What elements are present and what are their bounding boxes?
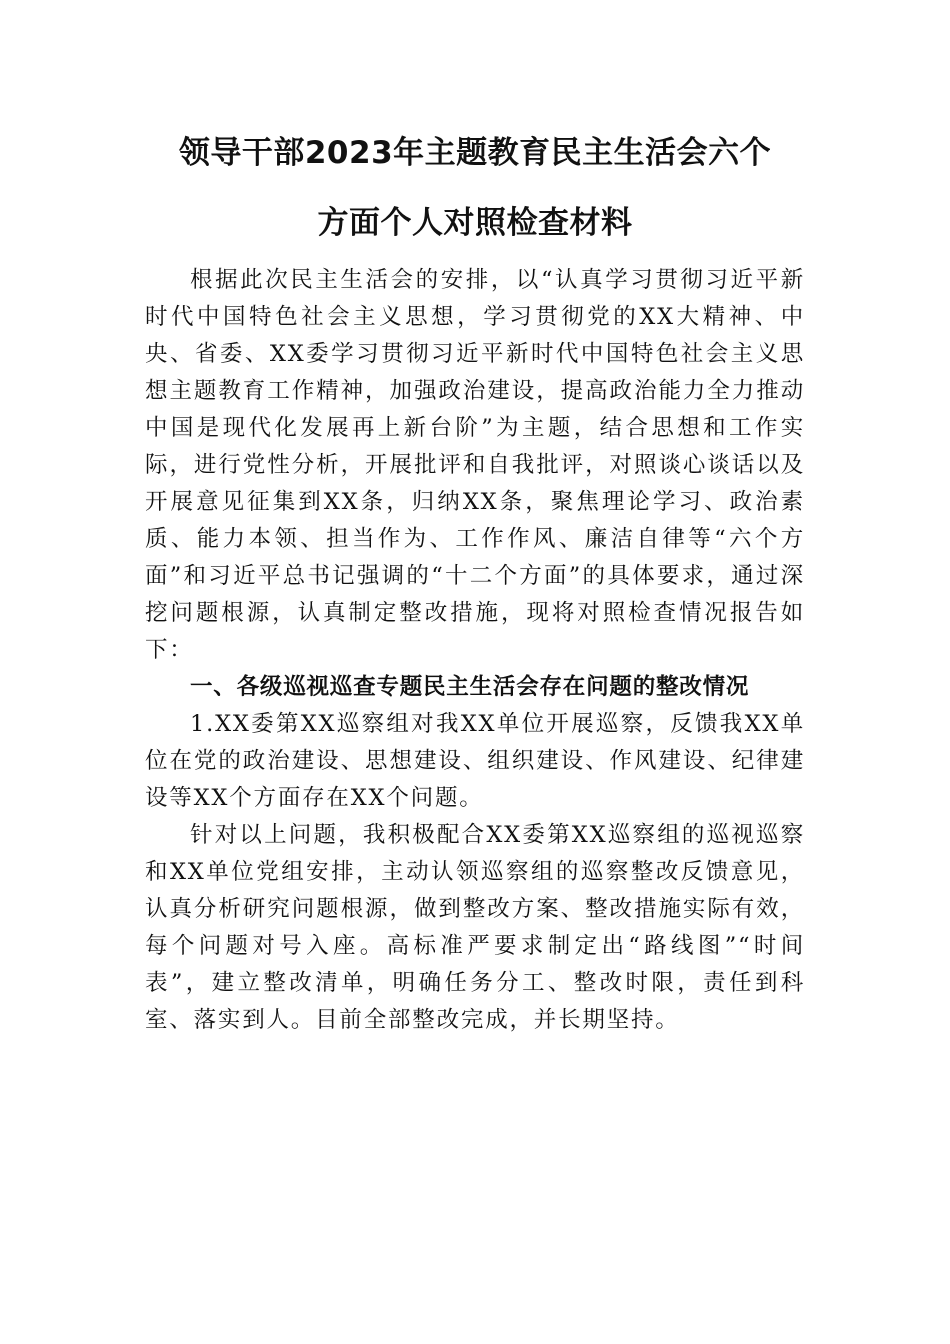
section-1-paragraph-2: 针对以上问题，我积极配合XX委第XX巡察组的巡视巡察和XX单位党组安排，主动认领巡察组的巡察整改反馈意见，认真分析研究问题根源，做到整改方案、整改措施实际有效，每个问题对号入座。高标准严要求制定出“路线图”“时间表”，建立整改清单，明确任务分工、整改时限，责任到科室、落实到人。目前全部整改完成，并长期坚持。 [145,822,805,1033]
title-line-2: 方面个人对照检查材料 [317,205,633,241]
section-1-paragraph-1: 1.XX委第XX巡察组对我XX单位开展巡察，反馈我XX单位在党的政治建设、思想建设、组织建设、作风建设、纪律建设等XX个方面存在XX个问题。 [145,711,805,811]
title-line-1: 领导干部2023年主题教育民主生活会六个 [178,135,772,171]
section-1-heading: 一、各级巡视巡查专题民主生活会存在问题的整改情况 [190,674,750,700]
intro-paragraph: 根据此次民主生活会的安排，以“认真学习贯彻习近平新时代中国特色社会主义思想，学习贯彻党的XX大精神、中央、省委、XX委学习贯彻习近平新时代中国特色社会主义思想主题教育工作精神，加强政治建设，提高政治能力全力推动中国是现代化发展再上新台阶”为主题，结合思想和工作实际，进行党性分析，开展批评和自我批评，对照谈心谈话以及开展意见征集到XX条，归纳XX条，聚焦理论学习、政治素质、能力本领、担当作为、工作作风、廉洁自律等“六个方面”和习近平总书记强调的“十二个方面”的具体要求，通过深挖问题根源，认真制定整改措施，现将对照检查情况报告如下： [145,267,805,663]
document-title [145,118,805,258]
document-page [145,118,805,1039]
